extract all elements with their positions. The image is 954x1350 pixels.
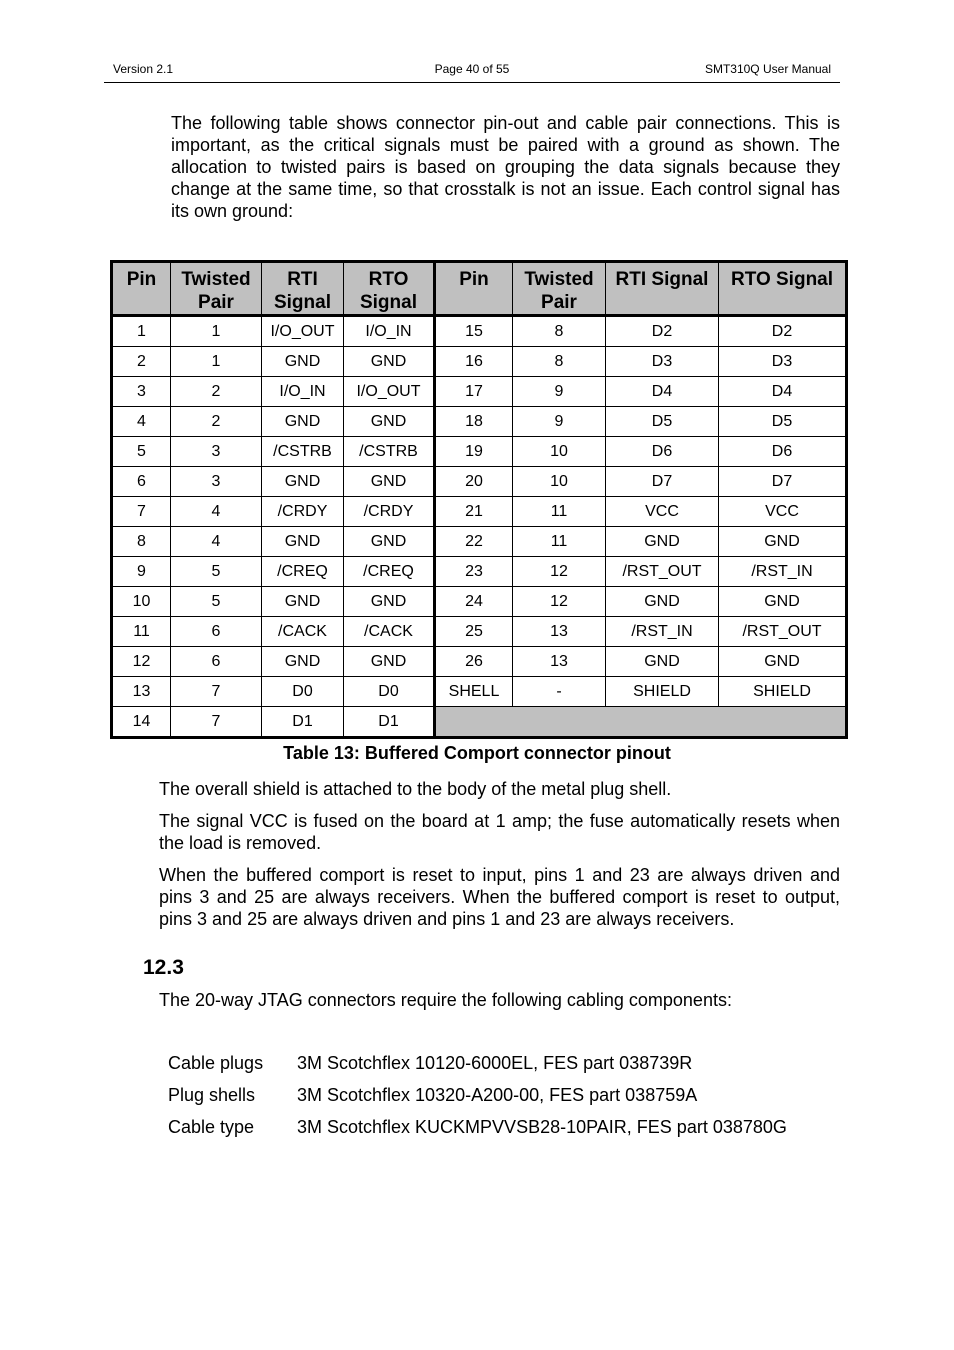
table-cell: 18: [435, 407, 513, 437]
empty-shaded-cell: [435, 707, 847, 738]
table-cell: GND: [262, 347, 344, 377]
table-row: [112, 587, 847, 617]
table-cell: 10: [513, 437, 606, 467]
table-cell: 9: [513, 377, 606, 407]
table-cell: GND: [344, 407, 435, 437]
table-cell: D3: [719, 347, 847, 377]
table-cell: 10: [112, 587, 171, 617]
table-cell: VCC: [719, 497, 847, 527]
table-cell: 2: [171, 407, 262, 437]
table-cell: 6: [171, 617, 262, 647]
table-cell: /RST_IN: [606, 617, 719, 647]
table-cell: 6: [171, 647, 262, 677]
table-cell: GND: [344, 527, 435, 557]
table-cell: D2: [719, 316, 847, 347]
table-cell: I/O_IN: [344, 316, 435, 347]
table-cell: 7: [171, 677, 262, 707]
table-cell: 11: [112, 617, 171, 647]
table-cell: /RST_IN: [719, 557, 847, 587]
table-cell: D7: [719, 467, 847, 497]
table-row: [112, 647, 847, 677]
header-pin: Pin: [112, 262, 171, 316]
reset-paragraph: When the buffered comport is reset to input, pins 1 and 23 are always driven and pins 3 and 25 are always receivers. When the buffered comport is reset to output, pins 3 and 25 are always driven and pins 1 and 23 are always receivers.: [159, 865, 840, 929]
table-cell: /CSTRB: [262, 437, 344, 467]
table-cell: /RST_OUT: [606, 557, 719, 587]
table-cell: D6: [719, 437, 847, 467]
page-number: Page 40 of 55: [434, 62, 510, 76]
table-cell: D7: [606, 467, 719, 497]
table-cell: 1: [171, 347, 262, 377]
table-row: [112, 527, 847, 557]
table-row: [112, 407, 847, 437]
table-cell: 7: [171, 707, 262, 738]
table-cell: GND: [344, 647, 435, 677]
table-cell: 2: [112, 347, 171, 377]
table-cell: GND: [344, 467, 435, 497]
table-cell: I/O_OUT: [262, 316, 344, 347]
table-cell: 20: [435, 467, 513, 497]
table-row: [112, 557, 847, 587]
table-cell: D0: [344, 677, 435, 707]
table-cell: 3: [171, 467, 262, 497]
table-cell: 8: [513, 347, 606, 377]
vcc-paragraph: The signal VCC is fused on the board at 1 amp; the fuse automatically resets when the load is removed.: [159, 811, 840, 853]
table-cell: 23: [435, 557, 513, 587]
table-header-row: [112, 262, 847, 316]
table-cell: GND: [606, 587, 719, 617]
cabling-label: Plug shells: [168, 1085, 256, 1105]
table-cell: 3: [171, 437, 262, 467]
table-caption: Table 13: Buffered Comport connector pinout: [283, 743, 671, 763]
table-cell: 5: [112, 437, 171, 467]
table-cell: 3: [112, 377, 171, 407]
table-cell: 12: [513, 557, 606, 587]
table-cell: GND: [262, 467, 344, 497]
table-cell: /CRDY: [344, 497, 435, 527]
table-cell: GND: [262, 527, 344, 557]
header-rti-signal-2: RTI Signal: [606, 262, 719, 316]
table-cell: 9: [112, 557, 171, 587]
table-cell: D5: [719, 407, 847, 437]
table-cell: D0: [262, 677, 344, 707]
table-cell: 13: [112, 677, 171, 707]
table-cell: 14: [112, 707, 171, 738]
table-row: [112, 377, 847, 407]
table-cell: 4: [112, 407, 171, 437]
table-cell: 15: [435, 316, 513, 347]
pinout-table: [110, 260, 848, 739]
cabling-label: Cable type: [168, 1117, 255, 1137]
table-cell: SHELL: [435, 677, 513, 707]
table-row: [112, 347, 847, 377]
header-pin-2: Pin: [435, 262, 513, 316]
table-row: [112, 316, 847, 347]
table-cell: /CACK: [344, 617, 435, 647]
table-cell: 12: [112, 647, 171, 677]
table-cell: 11: [513, 527, 606, 557]
page-header: [104, 60, 840, 83]
table-cell: GND: [719, 587, 847, 617]
table-cell: 16: [435, 347, 513, 377]
table-cell: GND: [719, 527, 847, 557]
table-cell: 9: [513, 407, 606, 437]
table-cell: GND: [262, 407, 344, 437]
header-twisted-pair-2: Twisted Pair: [513, 262, 606, 316]
table-cell: 1: [112, 316, 171, 347]
document-title: SMT310Q User Manual: [704, 62, 831, 76]
table-row: [112, 677, 847, 707]
table-cell: 22: [435, 527, 513, 557]
table-cell: 10: [513, 467, 606, 497]
table-cell: 2: [171, 377, 262, 407]
table-cell: D4: [719, 377, 847, 407]
table-cell: /CACK: [262, 617, 344, 647]
table-cell: D1: [344, 707, 435, 738]
table-cell: I/O_IN: [262, 377, 344, 407]
table-cell: GND: [344, 347, 435, 377]
version-label: Version 2.1: [113, 62, 174, 76]
table-cell: /RST_OUT: [719, 617, 847, 647]
table-cell: /CRDY: [262, 497, 344, 527]
table-cell: 19: [435, 437, 513, 467]
table-cell: D6: [606, 437, 719, 467]
header-twisted-pair: Twisted Pair: [171, 262, 262, 316]
header-rto-signal-2: RTO Signal: [719, 262, 847, 316]
table-cell: 11: [513, 497, 606, 527]
table-cell: /CREQ: [262, 557, 344, 587]
table-cell: D5: [606, 407, 719, 437]
table-body: [112, 316, 847, 738]
cabling-label: Cable plugs: [168, 1053, 264, 1073]
table-cell: GND: [262, 587, 344, 617]
cabling-value: 3M Scotchflex KUCKMPVVSB28-10PAIR, FES part 038780G: [297, 1117, 787, 1137]
table-cell: /CSTRB: [344, 437, 435, 467]
table-cell: D4: [606, 377, 719, 407]
table-row: [112, 707, 847, 738]
jtag-paragraph: The 20-way JTAG connectors require the following cabling components:: [159, 990, 732, 1010]
table-cell: 24: [435, 587, 513, 617]
cabling-value: 3M Scotchflex 10120-6000EL, FES part 038739R: [297, 1053, 693, 1073]
table-cell: D3: [606, 347, 719, 377]
table-cell: 17: [435, 377, 513, 407]
section-heading: 12.3: [143, 956, 184, 979]
header-rti-signal: RTI Signal: [262, 262, 344, 316]
shield-paragraph: The overall shield is attached to the body of the metal plug shell.: [159, 779, 672, 799]
table-cell: 8: [112, 527, 171, 557]
header-rto-signal: RTO Signal: [344, 262, 435, 316]
table-row: [112, 437, 847, 467]
table-cell: /CREQ: [344, 557, 435, 587]
table-cell: GND: [719, 647, 847, 677]
intro-paragraph: The following table shows connector pin-out and cable pair connections. This is important, as the critical signals must be paired with a ground as shown. The allocation to twisted pairs is based on grouping the data signals because they change at the same time, so that crosstalk is not an issue. Each control signal has its own ground:: [171, 113, 840, 221]
table-cell: 5: [171, 557, 262, 587]
table-cell: 21: [435, 497, 513, 527]
table-cell: 1: [171, 316, 262, 347]
table-row: [112, 467, 847, 497]
table-cell: D1: [262, 707, 344, 738]
table-cell: 6: [112, 467, 171, 497]
table-row: [112, 497, 847, 527]
table-cell: 8: [513, 316, 606, 347]
table-cell: 26: [435, 647, 513, 677]
table-row: [112, 617, 847, 647]
table-cell: SHIELD: [719, 677, 847, 707]
table-cell: 4: [171, 497, 262, 527]
table-cell: 5: [171, 587, 262, 617]
table-cell: D2: [606, 316, 719, 347]
table-cell: 7: [112, 497, 171, 527]
table-cell: SHIELD: [606, 677, 719, 707]
table-cell: 12: [513, 587, 606, 617]
table-cell: GND: [606, 647, 719, 677]
table-cell: VCC: [606, 497, 719, 527]
cabling-value: 3M Scotchflex 10320-A200-00, FES part 038759A: [297, 1085, 698, 1105]
table-cell: 13: [513, 617, 606, 647]
table-cell: 25: [435, 617, 513, 647]
table-cell: 4: [171, 527, 262, 557]
table-cell: GND: [606, 527, 719, 557]
table-cell: GND: [344, 587, 435, 617]
table-cell: -: [513, 677, 606, 707]
table-cell: GND: [262, 647, 344, 677]
table-cell: 13: [513, 647, 606, 677]
table-cell: I/O_OUT: [344, 377, 435, 407]
